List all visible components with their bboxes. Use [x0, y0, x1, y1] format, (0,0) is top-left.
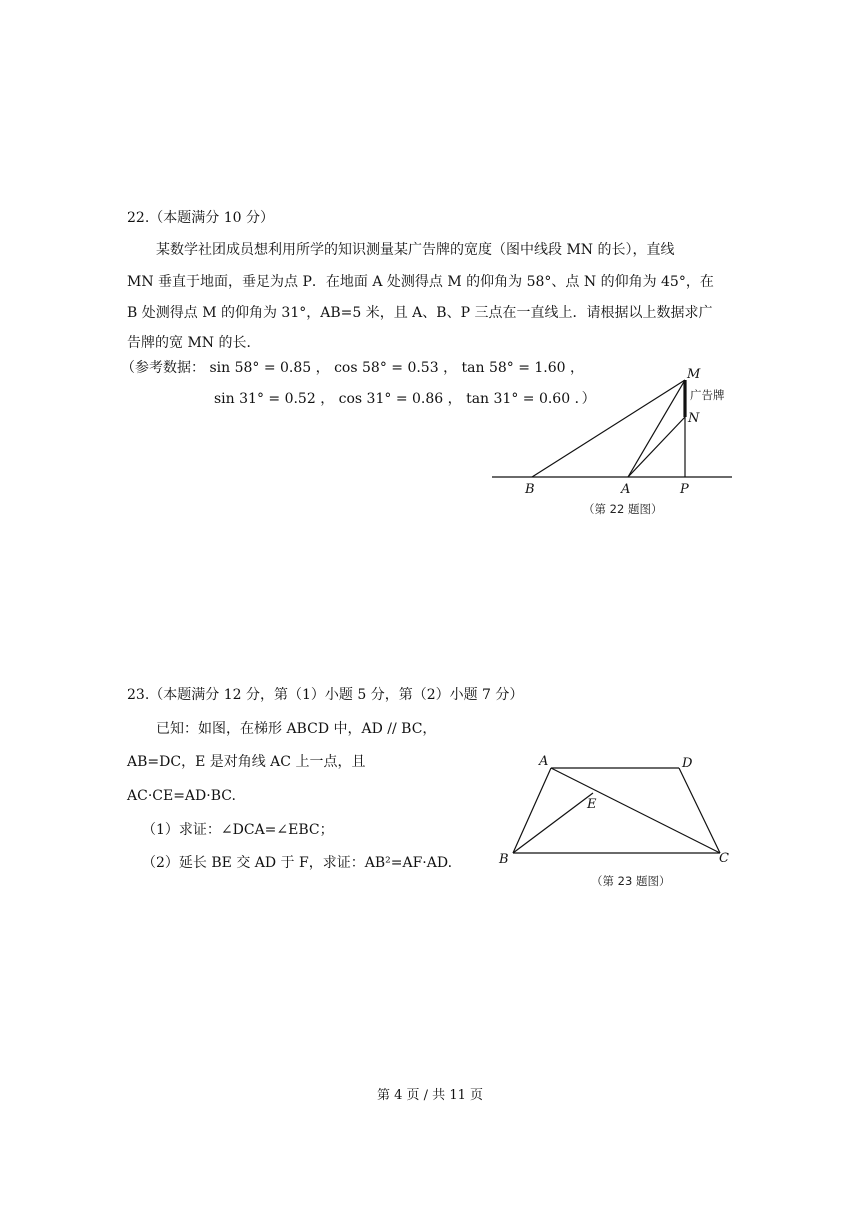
- q23-paragraph-line-1: 已知：如图，在梯形 ABCD 中，AD // BC，: [156, 721, 437, 737]
- q23-header: 23.（本题满分 12 分，第（1）小题 5 分，第（2）小题 7 分）: [127, 687, 524, 703]
- page-footer: 第 4 页 / 共 11 页: [377, 1088, 483, 1103]
- billboard-label: 广告牌: [690, 388, 725, 402]
- point-label-m: M: [687, 367, 701, 382]
- point-label-a: A: [539, 754, 549, 769]
- q22-figure-caption: （第 22 题图）: [583, 502, 663, 516]
- q23-figure-caption: （第 23 题图）: [591, 874, 671, 888]
- q22-paragraph-line-3: B 处测得点 M 的仰角为 31°，AB=5 米，且 A、B、P 三点在一直线上．请根据以上数据求广: [127, 305, 713, 321]
- segment-be: [513, 793, 593, 853]
- point-label-a: A: [621, 482, 631, 497]
- q22-reference-data-line-2: sin 31° = 0.52 ， cos 31° = 0.86 ， tan 31° = 0.60 ．）: [214, 391, 596, 407]
- point-label-b: B: [525, 482, 535, 497]
- q23-subquestion-2: （2）延长 BE 交 AD 于 F，求证：AB²=AF·AD.: [142, 855, 453, 871]
- segment-dc: [679, 768, 720, 853]
- point-label-n: N: [688, 411, 700, 426]
- segment-ab: [513, 768, 551, 853]
- point-label-c: C: [719, 851, 729, 866]
- point-label-b: B: [499, 852, 509, 867]
- point-label-d: D: [682, 756, 693, 771]
- q23-paragraph-line-3: AC·CE=AD·BC.: [127, 788, 236, 804]
- diagonal-ac: [551, 768, 720, 853]
- point-label-p: P: [680, 482, 689, 497]
- q23-paragraph-line-2: AB=DC，E 是对角线 AC 上一点，且: [127, 754, 366, 770]
- q22-paragraph-line-1: 某数学社团成员想利用所学的知识测量某广告牌的宽度（图中线段 MN 的长），直线: [156, 242, 675, 258]
- q22-header: 22.（本题满分 10 分）: [127, 210, 274, 226]
- q23-subquestion-1: （1）求证：∠DCA=∠EBC；: [142, 822, 334, 838]
- q22-reference-data-line-1: （参考数据： sin 58° = 0.85 ， cos 58° = 0.53 ， tan 58° = 1.60 ，: [121, 360, 585, 376]
- q22-paragraph-line-4: 告牌的宽 MN 的长．: [127, 335, 261, 351]
- q22-paragraph-line-2: MN 垂直于地面，垂足为点 P．在地面 A 处测得点 M 的仰角为 58°、点 N 的仰角为 45°，在: [127, 274, 714, 290]
- point-label-e: E: [587, 797, 597, 812]
